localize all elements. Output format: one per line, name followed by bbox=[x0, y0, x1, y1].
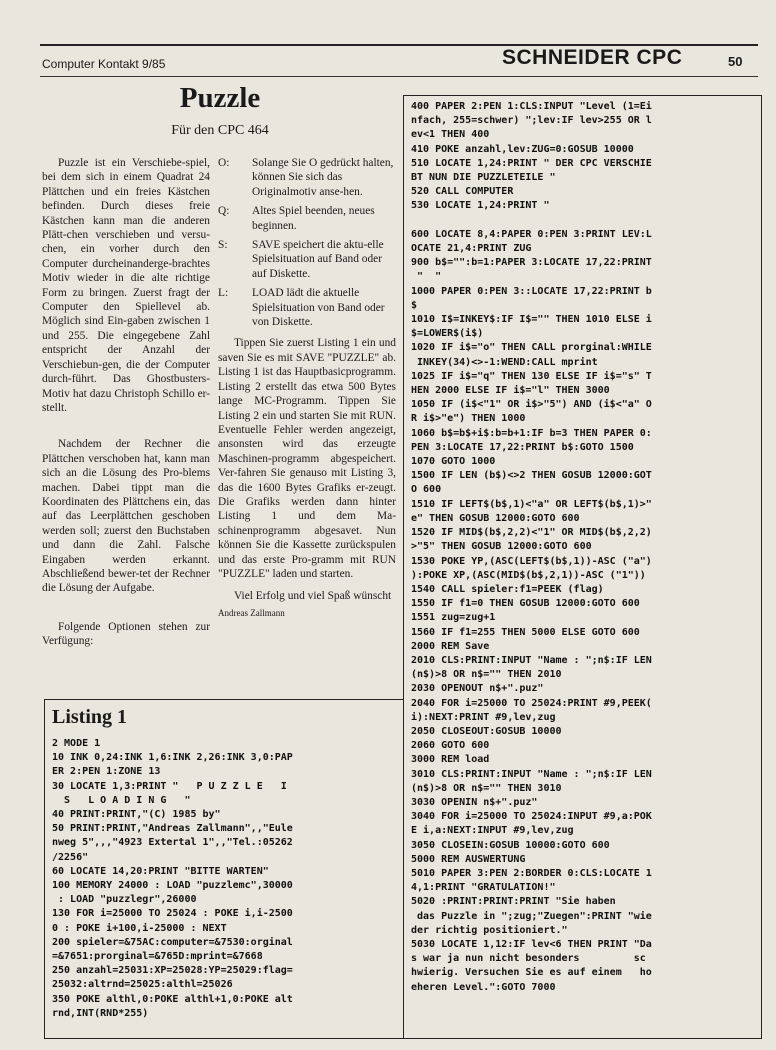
option-item bbox=[218, 156, 396, 204]
option-text: LOAD lädt die aktuelle Spielsituation von Band oder von Diskette. bbox=[252, 287, 385, 329]
option-item bbox=[218, 286, 396, 334]
magazine-name: Computer Kontakt 9/85 bbox=[42, 57, 166, 71]
intro-paragraph: Puzzle ist ein Verschiebe-spiel, bei dem sich in einem Quadrat 24 Plättchen und ein freies Kästchen befinden. Durch dieses freie Kästchen kann man die anderen Plätt-chen verschieben und versu-chen, ein vorher durch den Computer durcheinanderge-brachtes Motiv wieder in die alte richtige Form zu bringen. Zuerst fragt der Computer den Spiellevel ab. Möglich sind Ein-gaben zwischen 1 und 255. Die eingegebene Zahl entspricht der Anzahl der Verschiebun-gen, die der Computer durch-führt. Das Ghostbusters-Motiv hat dazu Christoph Schillo er-stellt. bbox=[42, 157, 210, 414]
author-name: Andreas Zallmann bbox=[218, 607, 285, 618]
option-item bbox=[218, 204, 396, 238]
option-key: L: bbox=[218, 287, 229, 300]
options-list bbox=[218, 156, 396, 334]
option-text: SAVE speichert die aktu-elle Spielsituation auf Band oder auf Diskette. bbox=[252, 239, 384, 280]
solution-paragraph: Nachdem der Rechner die Plättchen verschoben hat, kann man sich an die Lösung des Pro-blems machen. Dabei tippt man die Koordinaten des Plättchens ein, das auf das Leerplättchen geschoben werden soll; zuerst den Buchstaben und dann die Zahl. Falsche Eingaben werden erkannt. Abschließend bewer-tet der Rechner die Lösung der Aufgabe. bbox=[42, 438, 210, 595]
page-number: 50 bbox=[728, 54, 743, 69]
option-key: Q: bbox=[218, 205, 230, 218]
text-column-2 bbox=[218, 156, 396, 620]
option-key: S: bbox=[218, 239, 228, 252]
options-intro-paragraph: Folgende Optionen stehen zur Verfügung: bbox=[42, 620, 210, 648]
option-text: Solange Sie O gedrückt halten, können Sie sich das Originalmotiv anse-hen. bbox=[252, 157, 394, 198]
option-key: O: bbox=[218, 157, 230, 169]
listing-code-right: 400 PAPER 2:PEN 1:CLS:INPUT "Level (1=Ei nfach, 255=schwer) ";lev:IF lev>255 OR l ev<1 THEN 400 410 POKE anzahl,lev:ZUG=0:GOSUB 10000 510 LOCATE 1,24:PRINT " DER CPC VERSCHIE BT NUN DIE PUZZLETEILE " 520 CALL COMPUTER 530 LOCATE 1,24:PRINT " 600 LOCATE 8,4:PAPER 0:PEN 3:PRINT LEV:L OCATE 21,4:PRINT ZUG 900 b$="":b=1:PAPER 3:LOCATE 17,22:PRINT " " 1000 PAPER 0:PEN 3::LOCATE 17,22:PRINT b $ 1010 I$=INKEY$:IF I$="" THEN 1010 ELSE i $=LOWER$(i$) 1020 IF i$="o" THEN CALL prorginal:WHILE INKEY(34)<>-1:WEND:CALL mprint 1025 IF i$="q" THEN 130 ELSE IF i$="s" T HEN 2000 ELSE IF i$="l" THEN 3000 1050 IF (i$<"1" OR i$>"5") AND (i$<"a" O R i$>"e") THEN 1000 1060 b$=b$+i$:b=b+1:IF b=3 THEN PAPER 0: PEN 3:LOCATE 17,22:PRINT b$:GOTO 1500 1070 GOTO 1000 1500 IF LEN (b$)<>2 THEN GOSUB 12000:GOT O 600 1510 IF LEFT$(b$,1)<"a" OR LEFT$(b$,1)>" e" THEN GOSUB 12000:GOTO 600 1520 IF MID$(b$,2,2)<"1" OR MID$(b$,2,2) >"5" THEN GOSUB 12000:GOTO 600 1530 POKE YP,(ASC(LEFT$(b$,1))-ASC ("a") ):POKE XP,(ASC(MID$(b$,2,1))-ASC ("1")) 1540 CALL spieler:f1=PEEK (flag) 1550 IF f1=0 THEN GOSUB 12000:GOTO 600 1551 zug=zug+1 1560 IF f1=255 THEN 5000 ELSE GOTO 600 2000 REM Save 2010 CLS:PRINT:INPUT "Name : ";n$:IF LEN (n$)>8 OR n$="" THEN 2010 2030 OPENOUT n$+".puz" 2040 FOR i=25000 TO 25024:PRINT #9,PEEK( i):NEXT:PRINT #9,lev,zug 2050 CLOSEOUT:GOSUB 10000 2060 GOTO 600 3000 REM load 3010 CLS:PRINT:INPUT "Name : ";n$:IF LEN (n$)>8 OR n$="" THEN 3010 3030 OPENIN n$+".puz" 3040 FOR i=25000 TO 25024:INPUT #9,a:POK E i,a:NEXT:INPUT #9,lev,zug 3050 CLOSEIN:GOSUB 10000:GOTO 600 5000 REM AUSWERTUNG 5010 PAPER 3:PEN 2:BORDER 0:CLS:LOCATE 1 4,1:PRINT "GRATULATION!" 5020 :PRINT:PRINT:PRINT "Sie haben das Puzzle in ";zug;"Zuegen":PRINT "wie der richtig positioniert." 5030 LOCATE 1,12:IF lev<6 THEN PRINT "Da s war ja nun nicht besonders sc hwierig. Versuchen Sie es auf einem ho eheren Level.":GOTO 7000 bbox=[411, 101, 652, 993]
option-text: Altes Spiel beenden, neues beginnen. bbox=[252, 205, 375, 232]
listing-code-left: 2 MODE 1 10 INK 0,24:INK 1,6:INK 2,26:INK 3,0:PAP ER 2:PEN 1:ZONE 13 30 LOCATE 1,3:PRINT " P U Z Z L E I S L O A D I N G " 40 PRINT:PRINT,"(C) 1985 by" 50 PRINT:PRINT,"Andreas Zallmann",,"Eule nweg 5",,,"4923 Extertal 1",,"Tel.:05262 /2256" 60 LOCATE 14,20:PRINT "BITTE WARTEN" 100 MEMORY 24000 : LOAD "puzzlemc",30000 : LOAD "puzzlegr",26000 130 FOR i=25000 TO 25024 : POKE i,i-2500 0 : POKE i+100,i-25000 : NEXT 200 spieler=&75AC:computer=&7530:orginal =&7651:prorginal=&765D:mprint=&7668 250 anzahl=25031:XP=25028:YP=25029:flag= 25032:altrnd=25025:althl=25026 350 POKE althl,0:POKE althl+1,0:POKE alt rnd,INT(RND*255) bbox=[52, 738, 293, 1019]
section-title: SCHNEIDER CPC bbox=[502, 46, 683, 69]
listing-title: Listing 1 bbox=[52, 706, 128, 728]
instructions-paragraph: Tippen Sie zuerst Listing 1 ein und saven Sie es mit SAVE "PUZZLE" ab. Listing 1 ist das Hauptbasicprogramm. Listing 2 erstellt das etwa 500 Bytes lange MC-Programm. Tippen Sie Listing 2 ein und starten Sie mit RUN. Eventuelle Fehler werden angezeigt, ansonsten wird das erzeugte Maschinen-programm abgespeichert. Ver-fahren Sie genauso mit Listing 3, das die 1600 Bytes Grafiks er-zeugt. Die Grafiks werden dann hinter Listing 1 und dem Ma-schinenprogramm abgesavet. Nun können Sie die Kassette zurückspulen und das erste Pro-gramm mit RUN "PUZZLE" laden und starten. bbox=[218, 337, 396, 580]
article-subtitle: Für den CPC 464 bbox=[171, 123, 269, 138]
article-title: Puzzle bbox=[179, 82, 261, 114]
option-item bbox=[218, 238, 396, 286]
closing-paragraph: Viel Erfolg und viel Spaß wünscht bbox=[234, 590, 392, 603]
header-rule-lower bbox=[40, 76, 758, 77]
text-column-1 bbox=[42, 156, 210, 649]
